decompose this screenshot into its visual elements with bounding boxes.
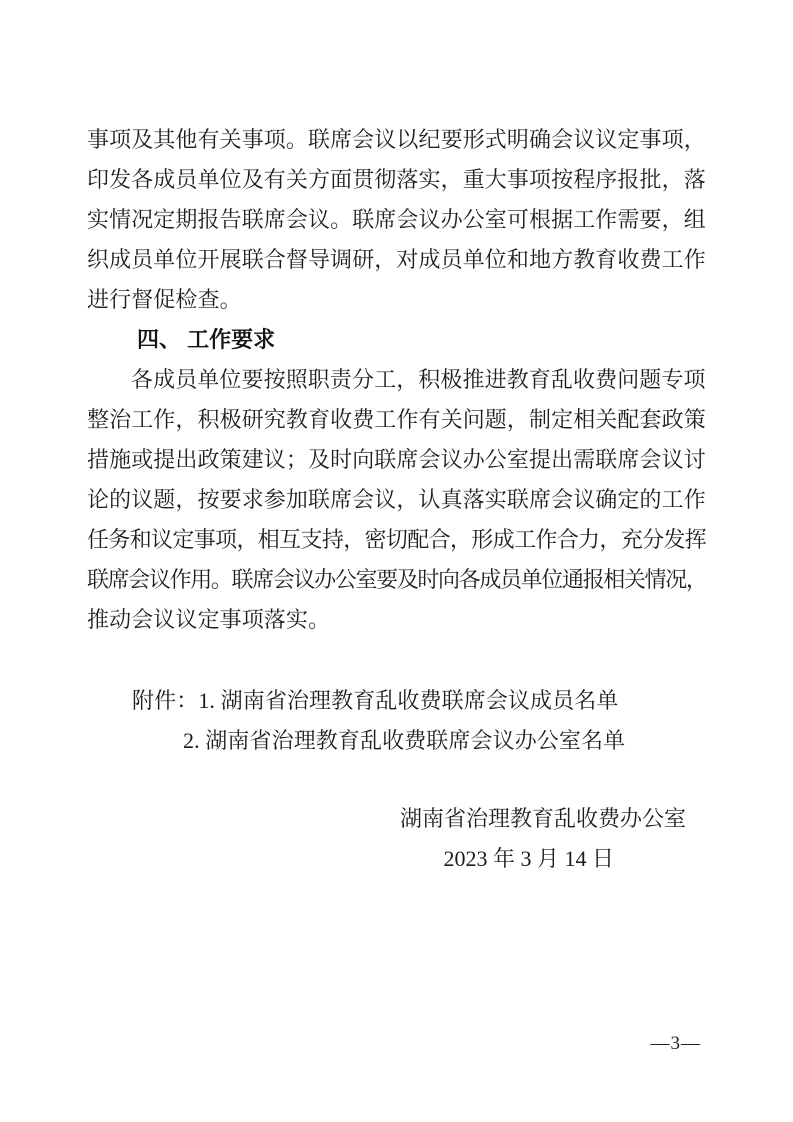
section-heading: 四、 工作要求 — [137, 327, 276, 352]
attachment-line — [87, 681, 711, 721]
text-line: 织成员单位开展联合督导调研，对成员单位和地方教育收费工作 — [87, 247, 706, 272]
attachment-line — [87, 721, 711, 761]
signature-office: 湖南省治理教育乱收费办公室 — [399, 806, 686, 831]
text-line: 措施或提出政策建议；及时向联席会议办公室提出需联席会议讨 — [87, 447, 706, 472]
paragraph-continuation — [87, 120, 711, 320]
text-line: 实情况定期报告联席会议。联席会议办公室可根据工作需要，组 — [87, 207, 706, 232]
text-line: 进行督促检查。 — [87, 287, 242, 312]
attachment-item: 2. 湖南省治理教育乱收费联席会议办公室名单 — [183, 728, 626, 753]
text-line: 各成员单位要按照职责分工，积极推进教育乱收费问题专项 — [131, 367, 706, 392]
text-line: 联席会议作用。联席会议办公室要及时向各成员单位通报相关情况， — [87, 567, 707, 592]
signature-date: 2023 年 3 月 14 日 — [443, 846, 614, 871]
text-line: 任务和议定事项，相互支持，密切配合，形成工作合力，充分发挥 — [87, 527, 707, 552]
text-line: 整治工作，积极研究教育收费工作有关问题，制定相关配套政策 — [87, 407, 706, 432]
text-line: 论的议题，按要求参加联席会议，认真落实联席会议确定的工作 — [87, 487, 706, 512]
text-line: 印发各成员单位及有关方面贯彻落实，重大事项按程序报批，落 — [87, 167, 706, 192]
attachment-item: 1. 湖南省治理教育乱收费联席会议成员名单 — [198, 688, 619, 713]
text-line: 事项及其他有关事项。联席会议以纪要形式明确会议议定事项， — [87, 127, 706, 152]
text-line: 推动会议议定事项落实。 — [87, 607, 331, 632]
page-number: —3— — [650, 1033, 701, 1054]
section-heading-block — [87, 320, 711, 360]
paragraph-work-requirements — [87, 360, 711, 640]
attachments-block — [87, 681, 711, 761]
attachment-label: 附件： — [132, 688, 199, 713]
signature-block — [87, 799, 711, 879]
